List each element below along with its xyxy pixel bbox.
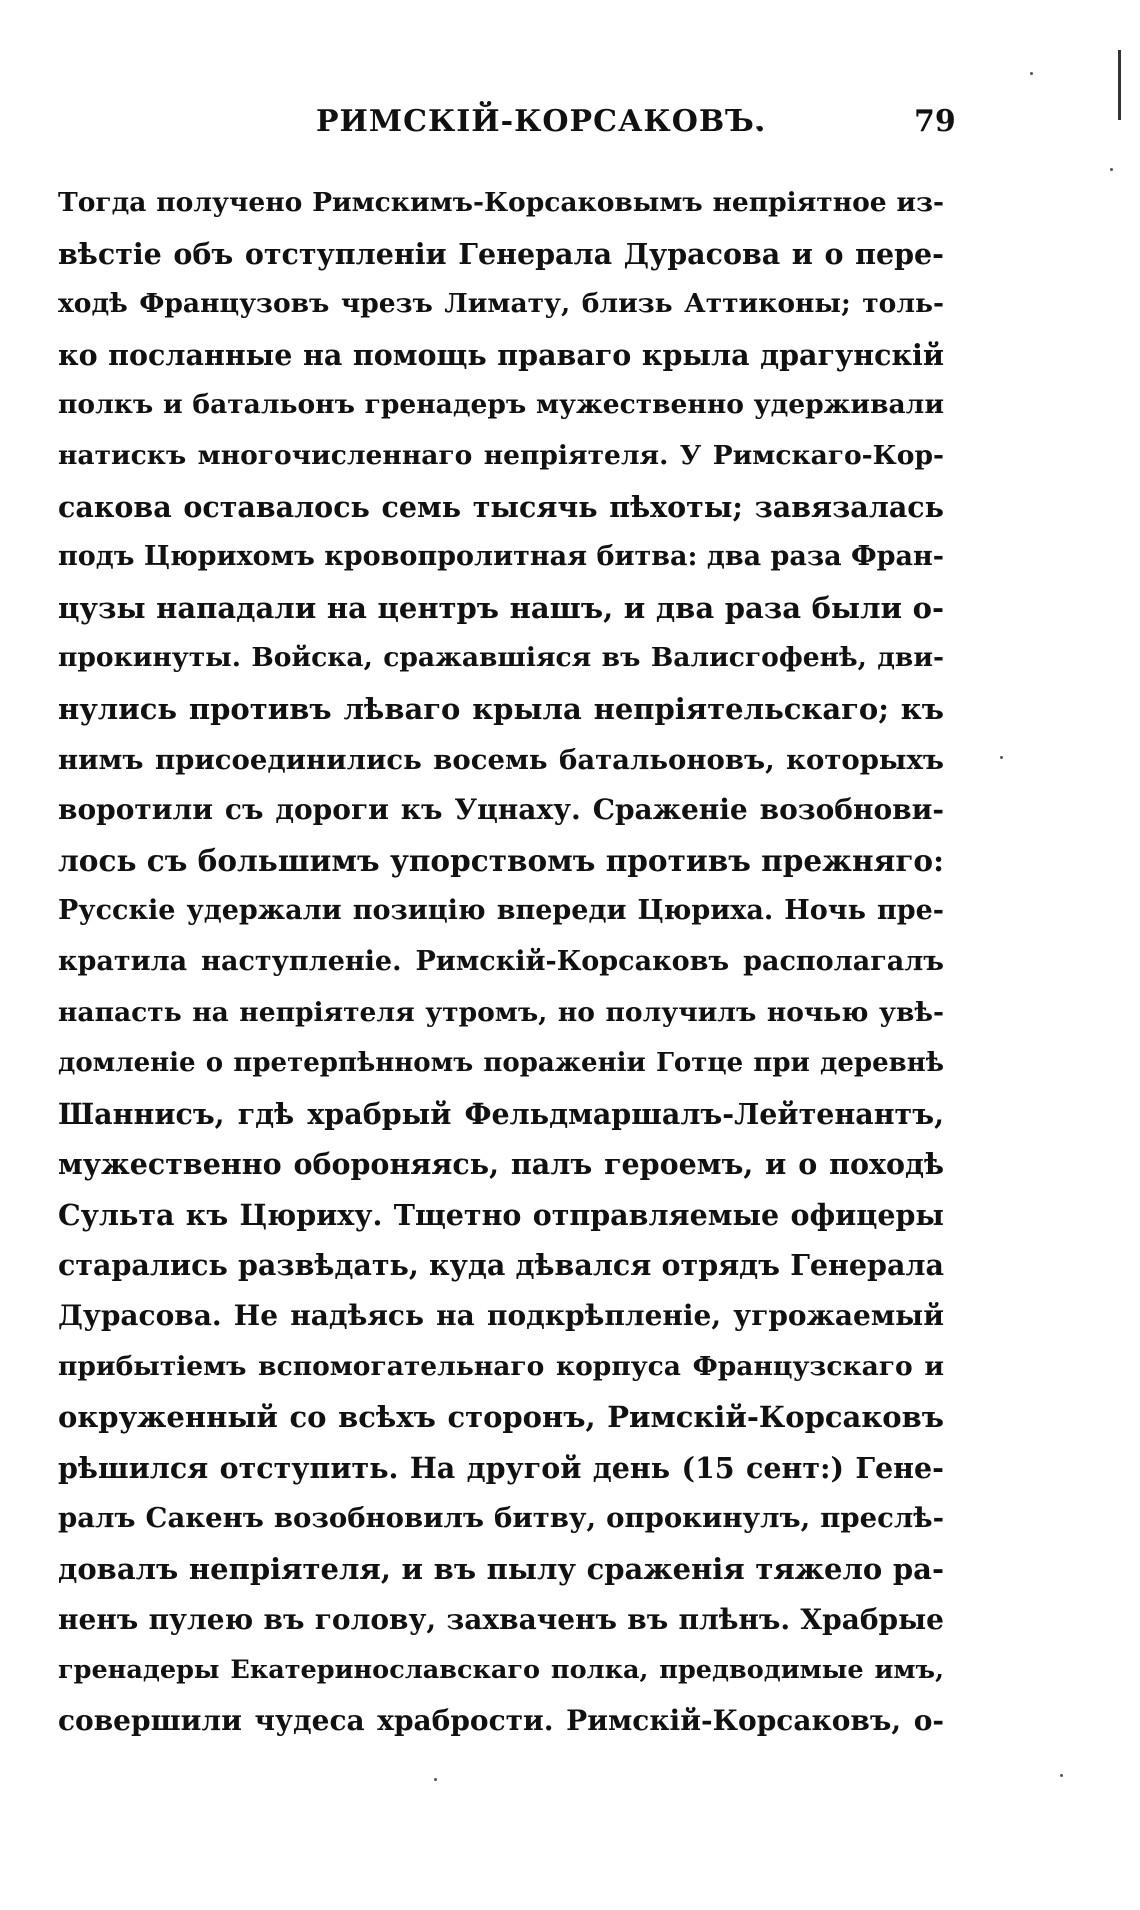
text-line: ходѣ Французовъ чрезъ Лимату, близь Аттиконы; толь- bbox=[58, 288, 944, 320]
text-line: цузы нападали на центръ нашъ, и два раза были о- bbox=[58, 590, 944, 625]
text-line: совершили чудеса храбрости. Римскій-Корсаковъ, о- bbox=[58, 1703, 944, 1737]
text-line: воротили съ дороги къ Уцнаху. Сраженіе возобнови- bbox=[58, 793, 944, 827]
text-line: нимъ присоединились восемь батальоновъ, которыхъ bbox=[58, 743, 944, 776]
scan-speck bbox=[1060, 1774, 1063, 1777]
text-line: подъ Цюрихомъ кровопролитная битва: два раза Фран- bbox=[58, 541, 944, 573]
text-line: прокинуты. Войска, сражавшіяся въ Валисгофенѣ, дви- bbox=[58, 642, 944, 674]
text-line: довалъ непріятеля, и въ пылу сраженія тяжело ра- bbox=[58, 1552, 944, 1587]
text-line: окруженный со всѣхъ сторонъ, Римскій-Корсаковъ bbox=[58, 1400, 944, 1435]
text-line: домленіе о претерпѣнномъ пораженіи Готце при деревнѣ bbox=[58, 1048, 944, 1079]
text-line: старались развѣдать, куда дѣвался отрядъ Генерала bbox=[58, 1248, 944, 1283]
scan-speck bbox=[434, 1778, 437, 1781]
text-line: сакова оставалось семь тысячь пѣхоты; завязалась bbox=[58, 489, 944, 524]
text-line: ко посланные на помощь праваго крыла драгунскій bbox=[58, 337, 944, 372]
scan-speck bbox=[1030, 72, 1033, 75]
page-number: 79 bbox=[914, 104, 956, 139]
text-line: нулись противъ лѣваго крыла непріятельскаго; къ bbox=[58, 691, 944, 726]
text-line: напасть на непріятеля утромъ, но получилъ ночью увѣ- bbox=[58, 996, 944, 1028]
running-title: РИМСКІЙ-КОРСАКОВЪ. bbox=[316, 104, 767, 139]
text-line: лось съ большимъ упорствомъ противъ прежняго: bbox=[58, 842, 944, 878]
text-line: Шаннисъ, гдѣ храбрый Фельдмаршалъ-Лейтенантъ, bbox=[58, 1096, 944, 1131]
text-line: Тогда получено Римскимъ-Корсаковымъ непріятное из- bbox=[58, 187, 944, 218]
text-line: ралъ Сакенъ возобновилъ битву, опрокинулъ, преслѣ- bbox=[58, 1502, 944, 1535]
text-line: полкъ и батальонъ гренадеръ мужественно удерживали bbox=[58, 389, 944, 421]
text-line: мужественно обороняясь, палъ героемъ, и о походѣ bbox=[58, 1147, 944, 1182]
scan-speck bbox=[1110, 168, 1113, 171]
text-line: рѣшился отступить. На другой день (15 сент:) Гене- bbox=[58, 1450, 944, 1485]
text-line: прибытіемъ вспомогательнаго корпуса Французскаго и bbox=[58, 1350, 944, 1382]
text-line: натискъ многочисленнаго непріятеля. У Римскаго-Кор- bbox=[58, 439, 944, 471]
text-line: Дурасова. Не надѣясь на подкрѣпленіе, угрожаемый bbox=[58, 1299, 944, 1333]
text-line: Русскіе удержали позицію впереди Цюриха. Ночь пре- bbox=[58, 895, 944, 927]
body-text bbox=[58, 178, 944, 1746]
text-line: ненъ пулею въ голову, захваченъ въ плѣнъ. Храбрые bbox=[58, 1602, 944, 1636]
scan-edge-mark bbox=[1118, 50, 1121, 120]
text-line: гренадеры Екатеринославскаго полка, предводимые имъ, bbox=[58, 1655, 944, 1686]
scan-speck bbox=[1000, 756, 1003, 759]
text-line: Сульта къ Цюриху. Тщетно отправляемые офицеры bbox=[58, 1197, 944, 1232]
text-line: кратила наступленіе. Римскій-Корсаковъ располагалъ bbox=[58, 945, 944, 977]
text-line: вѣстіе объ отступленіи Генерала Дурасова и о пере- bbox=[58, 236, 944, 271]
